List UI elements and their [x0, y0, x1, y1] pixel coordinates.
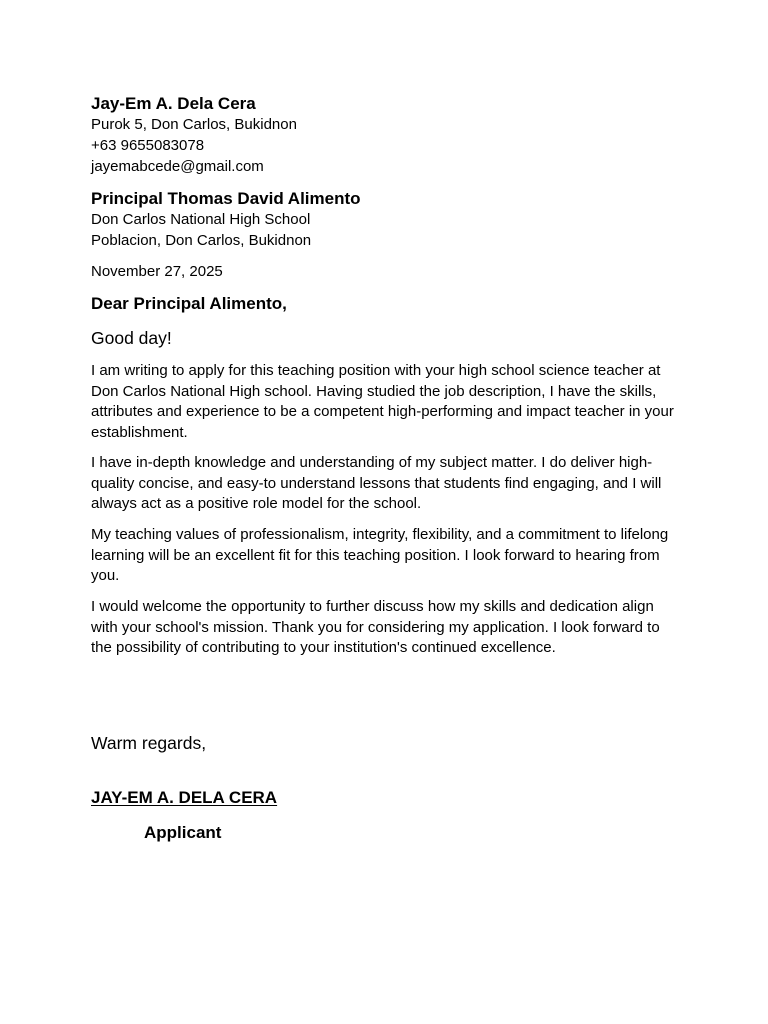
body-paragraph: I am writing to apply for this teaching position with your high school science teacher at Don Carlos National High school. Having studied the job description, I have the skills, attributes and experience to be a competent high-performing and impact teacher in your establishment.	[91, 362, 674, 442]
signature-name-block	[91, 787, 691, 809]
closing: Warm regards,	[91, 733, 207, 753]
salutation: Dear Principal Alimento,	[91, 294, 287, 313]
recipient-school: Don Carlos National High School	[91, 211, 311, 228]
signature-title: Applicant	[144, 823, 222, 842]
sender-block	[91, 93, 691, 177]
sender-name: Jay-Em A. Dela Cera	[91, 94, 256, 113]
body-paragraph-2-block	[91, 453, 681, 515]
body-paragraph-3-block	[91, 525, 681, 587]
body-paragraph: I would welcome the opportunity to further discuss how my skills and dedication align with your school's mission. Thank you for considering my application. I look forward to the possibility of contributing to your institution's continued excellence.	[91, 598, 660, 657]
signature-name: JAY-EM A. DELA CERA	[91, 788, 278, 807]
signature-title-block	[144, 822, 744, 844]
recipient-address: Poblacion, Don Carlos, Bukidnon	[91, 231, 312, 249]
body-paragraph-1-block	[91, 361, 681, 444]
date-block	[91, 262, 691, 283]
body-paragraph: My teaching values of professionalism, integrity, flexibility, and a commitment to lifelong learning will be an excellent fit for this teaching position. I look forward to hearing from you.	[91, 526, 669, 585]
sender-phone: +63 9655083078	[91, 136, 205, 154]
body-paragraph-4-block	[91, 597, 681, 659]
recipient-name: Principal Thomas David Alimento	[91, 189, 361, 208]
greeting: Good day!	[91, 328, 172, 348]
salutation-block	[91, 293, 691, 315]
sender-address: Purok 5, Don Carlos, Bukidnon	[91, 116, 297, 133]
recipient-block	[91, 188, 691, 252]
body-paragraph: I have in-depth knowledge and understanding of my subject matter. I do deliver high-quality concise, and easy-to understand lessons that students find engaging, and I will always act as a positive role model for the school.	[91, 454, 662, 513]
letter-date: November 27, 2025	[91, 263, 223, 280]
closing-block	[91, 732, 691, 754]
greeting-block	[91, 327, 691, 349]
sender-email: jayemabcede@gmail.com	[91, 157, 264, 175]
